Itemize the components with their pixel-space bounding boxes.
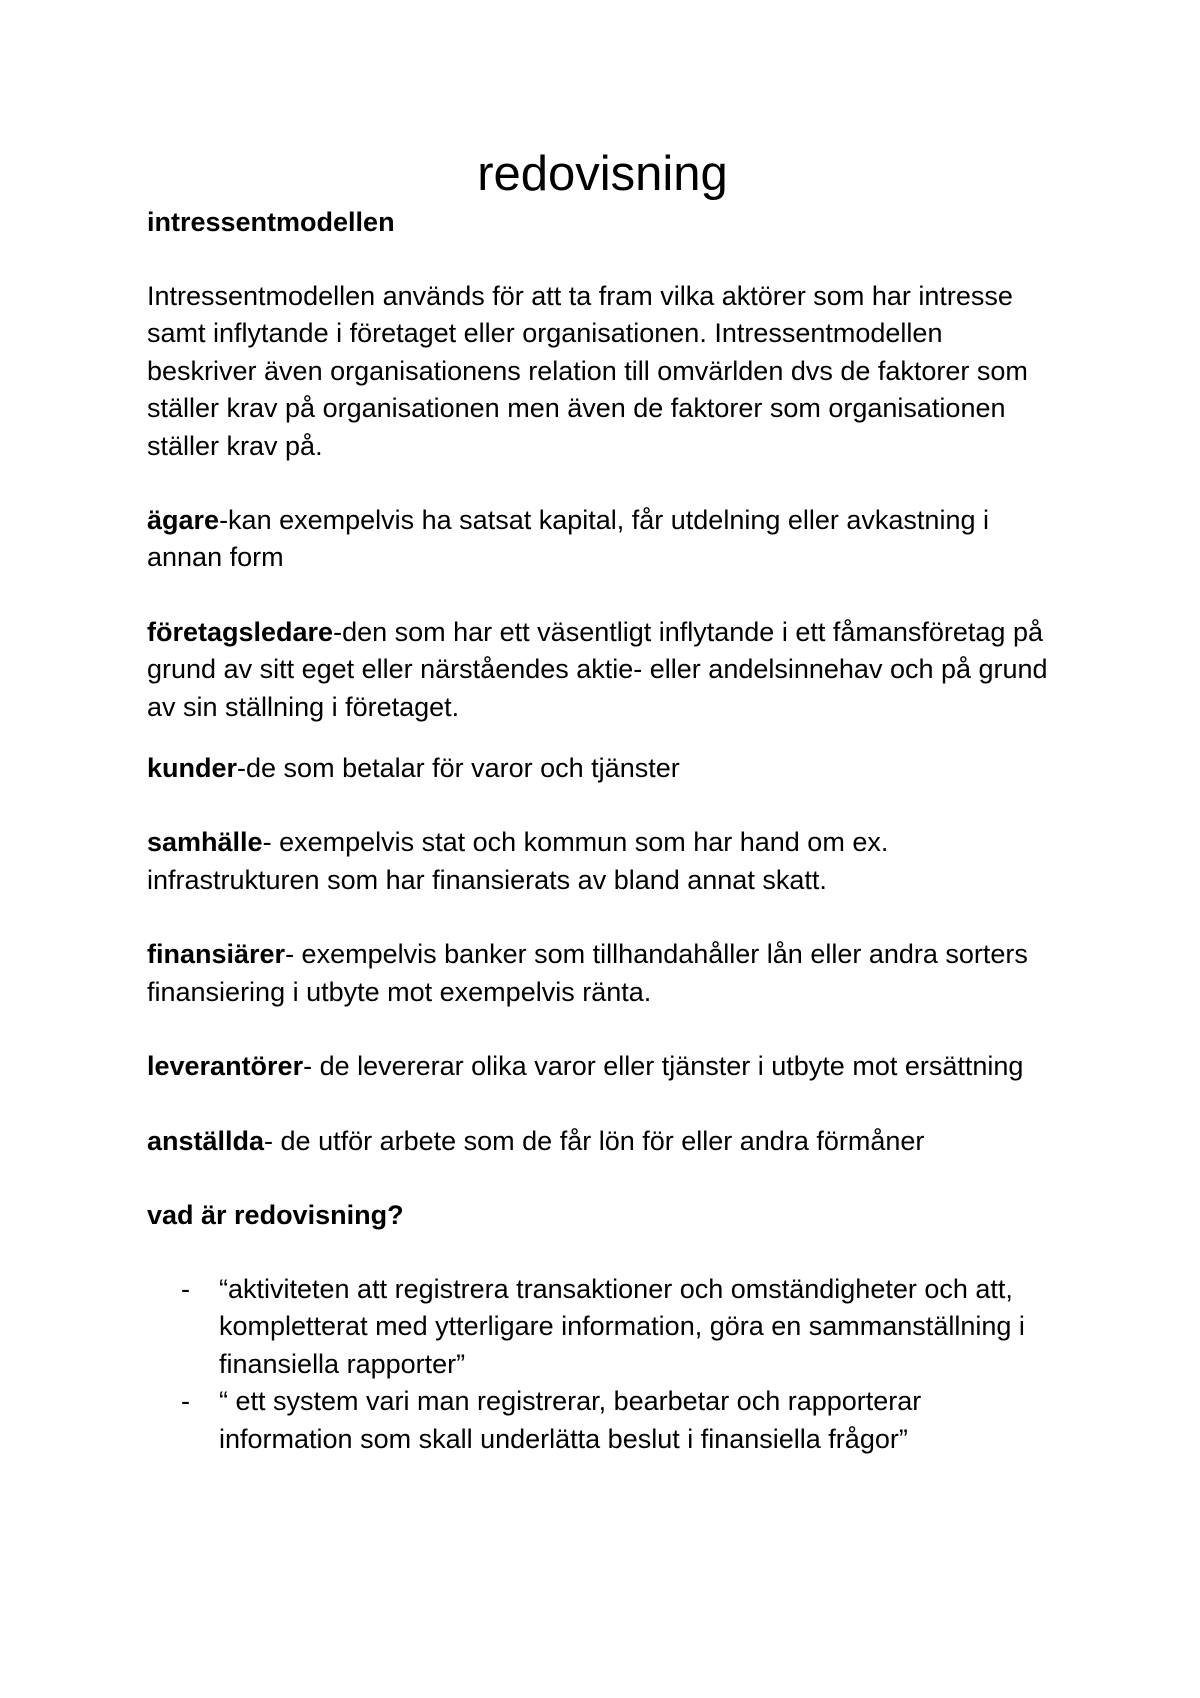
- stakeholder-term: ägare: [147, 505, 220, 536]
- definition-text: “ ett system vari man registrerar, bearbetar och rapporterar information som skall underlätta beslut i finansiella frågor”: [219, 1386, 922, 1454]
- stakeholder-desc: - exempelvis banker som tillhandahåller lån eller andra sorters finansiering i utbyte mot exempelvis ränta.: [147, 939, 1028, 1007]
- section-heading-vad-ar-redovisning: vad är redovisning?: [147, 1199, 404, 1230]
- stakeholder-agare: [147, 502, 1050, 577]
- stakeholder-term: kunder: [147, 753, 238, 784]
- stakeholder-term: företagsledare: [147, 616, 334, 647]
- stakeholder-leverantorer: [147, 1048, 1050, 1085]
- stakeholder-desc: -kan exempelvis ha satsat kapital, får utdelning eller avkastning i annan form: [147, 505, 989, 573]
- definition-text: “aktiviteten att registrera transaktioner och omständigheter och att, kompletterat med ytterligare information, göra en sammanställning i finansiella rapporter”: [219, 1273, 1025, 1379]
- stakeholder-desc: - de utför arbete som de får lön för eller andra förmåner: [264, 1125, 925, 1156]
- stakeholder-desc: -den som har ett väsentligt inflytande i ett fåmansföretag på grund av sitt eget eller närståendes aktie- eller andelsinnehav och på grund av sin ställning i företaget.: [147, 616, 1048, 722]
- stakeholder-desc: - exempelvis stat och kommun som har hand om ex. infrastrukturen som har finansierats av bland annat skatt.: [147, 827, 889, 895]
- dash-bullet: -: [181, 1273, 190, 1304]
- list-item: [147, 1271, 1050, 1383]
- stakeholder-term: samhälle: [147, 827, 263, 858]
- stakeholder-samhalle: [147, 824, 1050, 899]
- stakeholder-desc: - de levererar olika varor eller tjänster i utbyte mot ersättning: [303, 1051, 1024, 1082]
- stakeholder-term: anställda: [147, 1125, 265, 1156]
- list-item: [147, 1383, 1050, 1458]
- dash-bullet: -: [181, 1386, 190, 1417]
- stakeholder-term: leverantörer: [147, 1051, 304, 1082]
- stakeholder-finansiarer: [147, 936, 1050, 1011]
- section-heading-intressentmodellen: intressentmodellen: [147, 207, 395, 237]
- stakeholder-anstallda: [147, 1123, 1050, 1160]
- stakeholder-desc: -de som betalar för varor och tjänster: [237, 753, 680, 784]
- stakeholder-foretagsledare: [147, 614, 1050, 726]
- stakeholder-kunder: [147, 750, 1050, 787]
- definition-list: [147, 1271, 1050, 1458]
- stakeholder-term: finansiärer: [147, 939, 286, 970]
- document-title: redovisning: [477, 147, 728, 201]
- intro-paragraph: Intressentmodellen används för att ta fram vilka aktörer som har intresse samt inflytande i företaget eller organisationen. Intressentmodellen beskriver även organisationens relation till omvärlden dvs de faktorer som ställer krav på organisationen men även de faktorer som organisationen ställer krav på.: [147, 281, 1028, 461]
